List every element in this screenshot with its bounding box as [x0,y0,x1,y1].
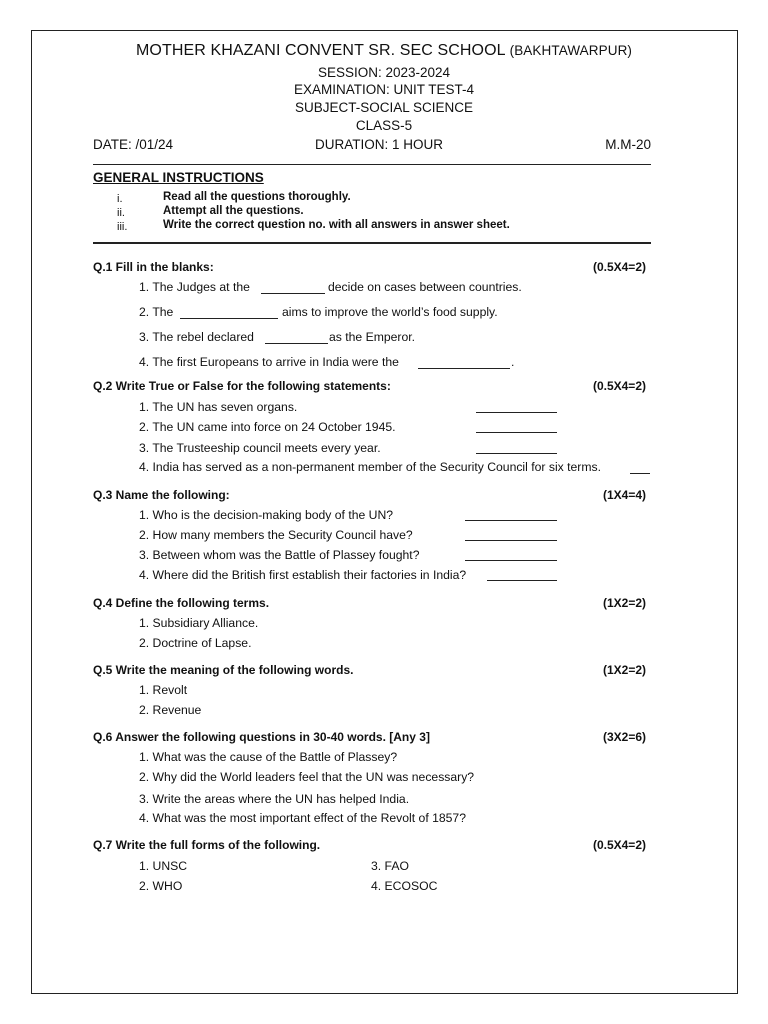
question-marks: (0.5X4=2) [592,260,646,274]
full-form-item: 1. UNSC [139,859,188,873]
fill-blank-item-end: decide on cases between countries. [328,280,522,294]
question-heading: Q.3 Name the following: [93,488,230,502]
true-false-item: 1. The UN has seven organs. [139,400,298,414]
question-heading: Q.4 Define the following terms. [93,596,270,610]
instruction-text: Attempt all the questions. [163,205,304,217]
answer-blank [261,293,325,294]
instruction-number: iii. [117,221,128,233]
school-name: MOTHER KHAZANI CONVENT SR. SEC SCHOOL [135,42,506,59]
full-form-item: 3. FAO [371,859,409,873]
full-form-item: 4. ECOSOC [371,879,438,893]
divider-instructions [93,242,651,244]
answer-blank [465,560,557,561]
true-false-item: 3. The Trusteeship council meets every year. [139,441,381,455]
answer-blank [487,580,557,581]
school-title [0,42,768,60]
answer-blank [465,520,557,521]
fill-blank-item: 2. The [139,305,174,319]
question-marks: (1X2=2) [602,596,646,610]
divider-top [93,164,651,165]
question-marks: (0.5X4=2) [592,379,646,393]
answer-item: 1. What was the cause of the Battle of Plassey? [139,750,398,764]
answer-blank [265,343,328,344]
fill-blank-item-end: as the Emperor. [329,330,416,344]
fill-blank-item: 3. The rebel declared [139,330,254,344]
fill-blank-item-end: aims to improve the world’s food supply. [282,305,498,319]
fill-blank-item-end: . [511,355,515,369]
define-item: 2. Doctrine of Lapse. [139,636,252,650]
name-item: 4. Where did the British first establish their factories in India? [139,568,467,582]
exam-date: DATE: /01/24 [93,137,174,152]
question-marks: (3X2=6) [602,730,646,744]
answer-item: 3. Write the areas where the UN has helped India. [139,792,410,806]
question-heading: Q.1 Fill in the blanks: [93,260,214,274]
name-item: 3. Between whom was the Battle of Plassey fought? [139,548,420,562]
answer-blank [476,432,557,433]
question-heading: Q.5 Write the meaning of the following words. [93,663,354,677]
instruction-number: i. [117,193,123,205]
school-location: (BAKHTAWARPUR) [509,43,633,58]
instruction-text: Read all the questions thoroughly. [163,191,351,203]
class-level: CLASS-5 [355,118,413,133]
question-heading: Q.2 Write True or False for the following statements: [93,379,391,393]
question-marks: (0.5X4=2) [592,838,646,852]
subject: SUBJECT-SOCIAL SCIENCE [294,100,474,115]
question-heading: Q.7 Write the full forms of the following. [93,838,321,852]
meaning-item: 1. Revolt [139,683,188,697]
instruction-text: Write the correct question no. with all answers in answer sheet. [163,219,510,231]
meaning-item: 2. Revenue [139,703,202,717]
question-heading: Q.6 Answer the following questions in 30-40 words. [Any 3] [93,730,430,744]
instructions-title: GENERAL INSTRUCTIONS [93,170,264,185]
name-item: 1. Who is the decision-making body of the UN? [139,508,394,522]
question-marks: (1X4=4) [602,488,646,502]
answer-item: 2. Why did the World leaders feel that the UN was necessary? [139,770,475,784]
true-false-item: 4. India has served as a non-permanent member of the Security Council for six terms. [139,460,601,474]
answer-blank [476,412,557,413]
fill-blank-item: 1. The Judges at the [139,280,250,294]
answer-blank [180,318,278,319]
exam-duration: DURATION: 1 HOUR [315,137,444,152]
fill-blank-item: 4. The first Europeans to arrive in India were the [139,355,399,369]
max-marks: M.M-20 [605,137,651,152]
question-marks: (1X2=2) [602,663,646,677]
define-item: 1. Subsidiary Alliance. [139,616,259,630]
full-form-item: 2. WHO [139,879,183,893]
answer-blank [630,473,650,474]
answer-blank [476,453,557,454]
answer-item: 4. What was the most important effect of the Revolt of 1857? [139,811,466,825]
instruction-number: ii. [117,207,125,219]
session: SESSION: 2023-2024 [317,65,451,80]
examination: EXAMINATION: UNIT TEST-4 [293,82,475,97]
answer-blank [465,540,557,541]
answer-blank [418,368,510,369]
true-false-item: 2. The UN came into force on 24 October 1945. [139,420,396,434]
name-item: 2. How many members the Security Council have? [139,528,413,542]
